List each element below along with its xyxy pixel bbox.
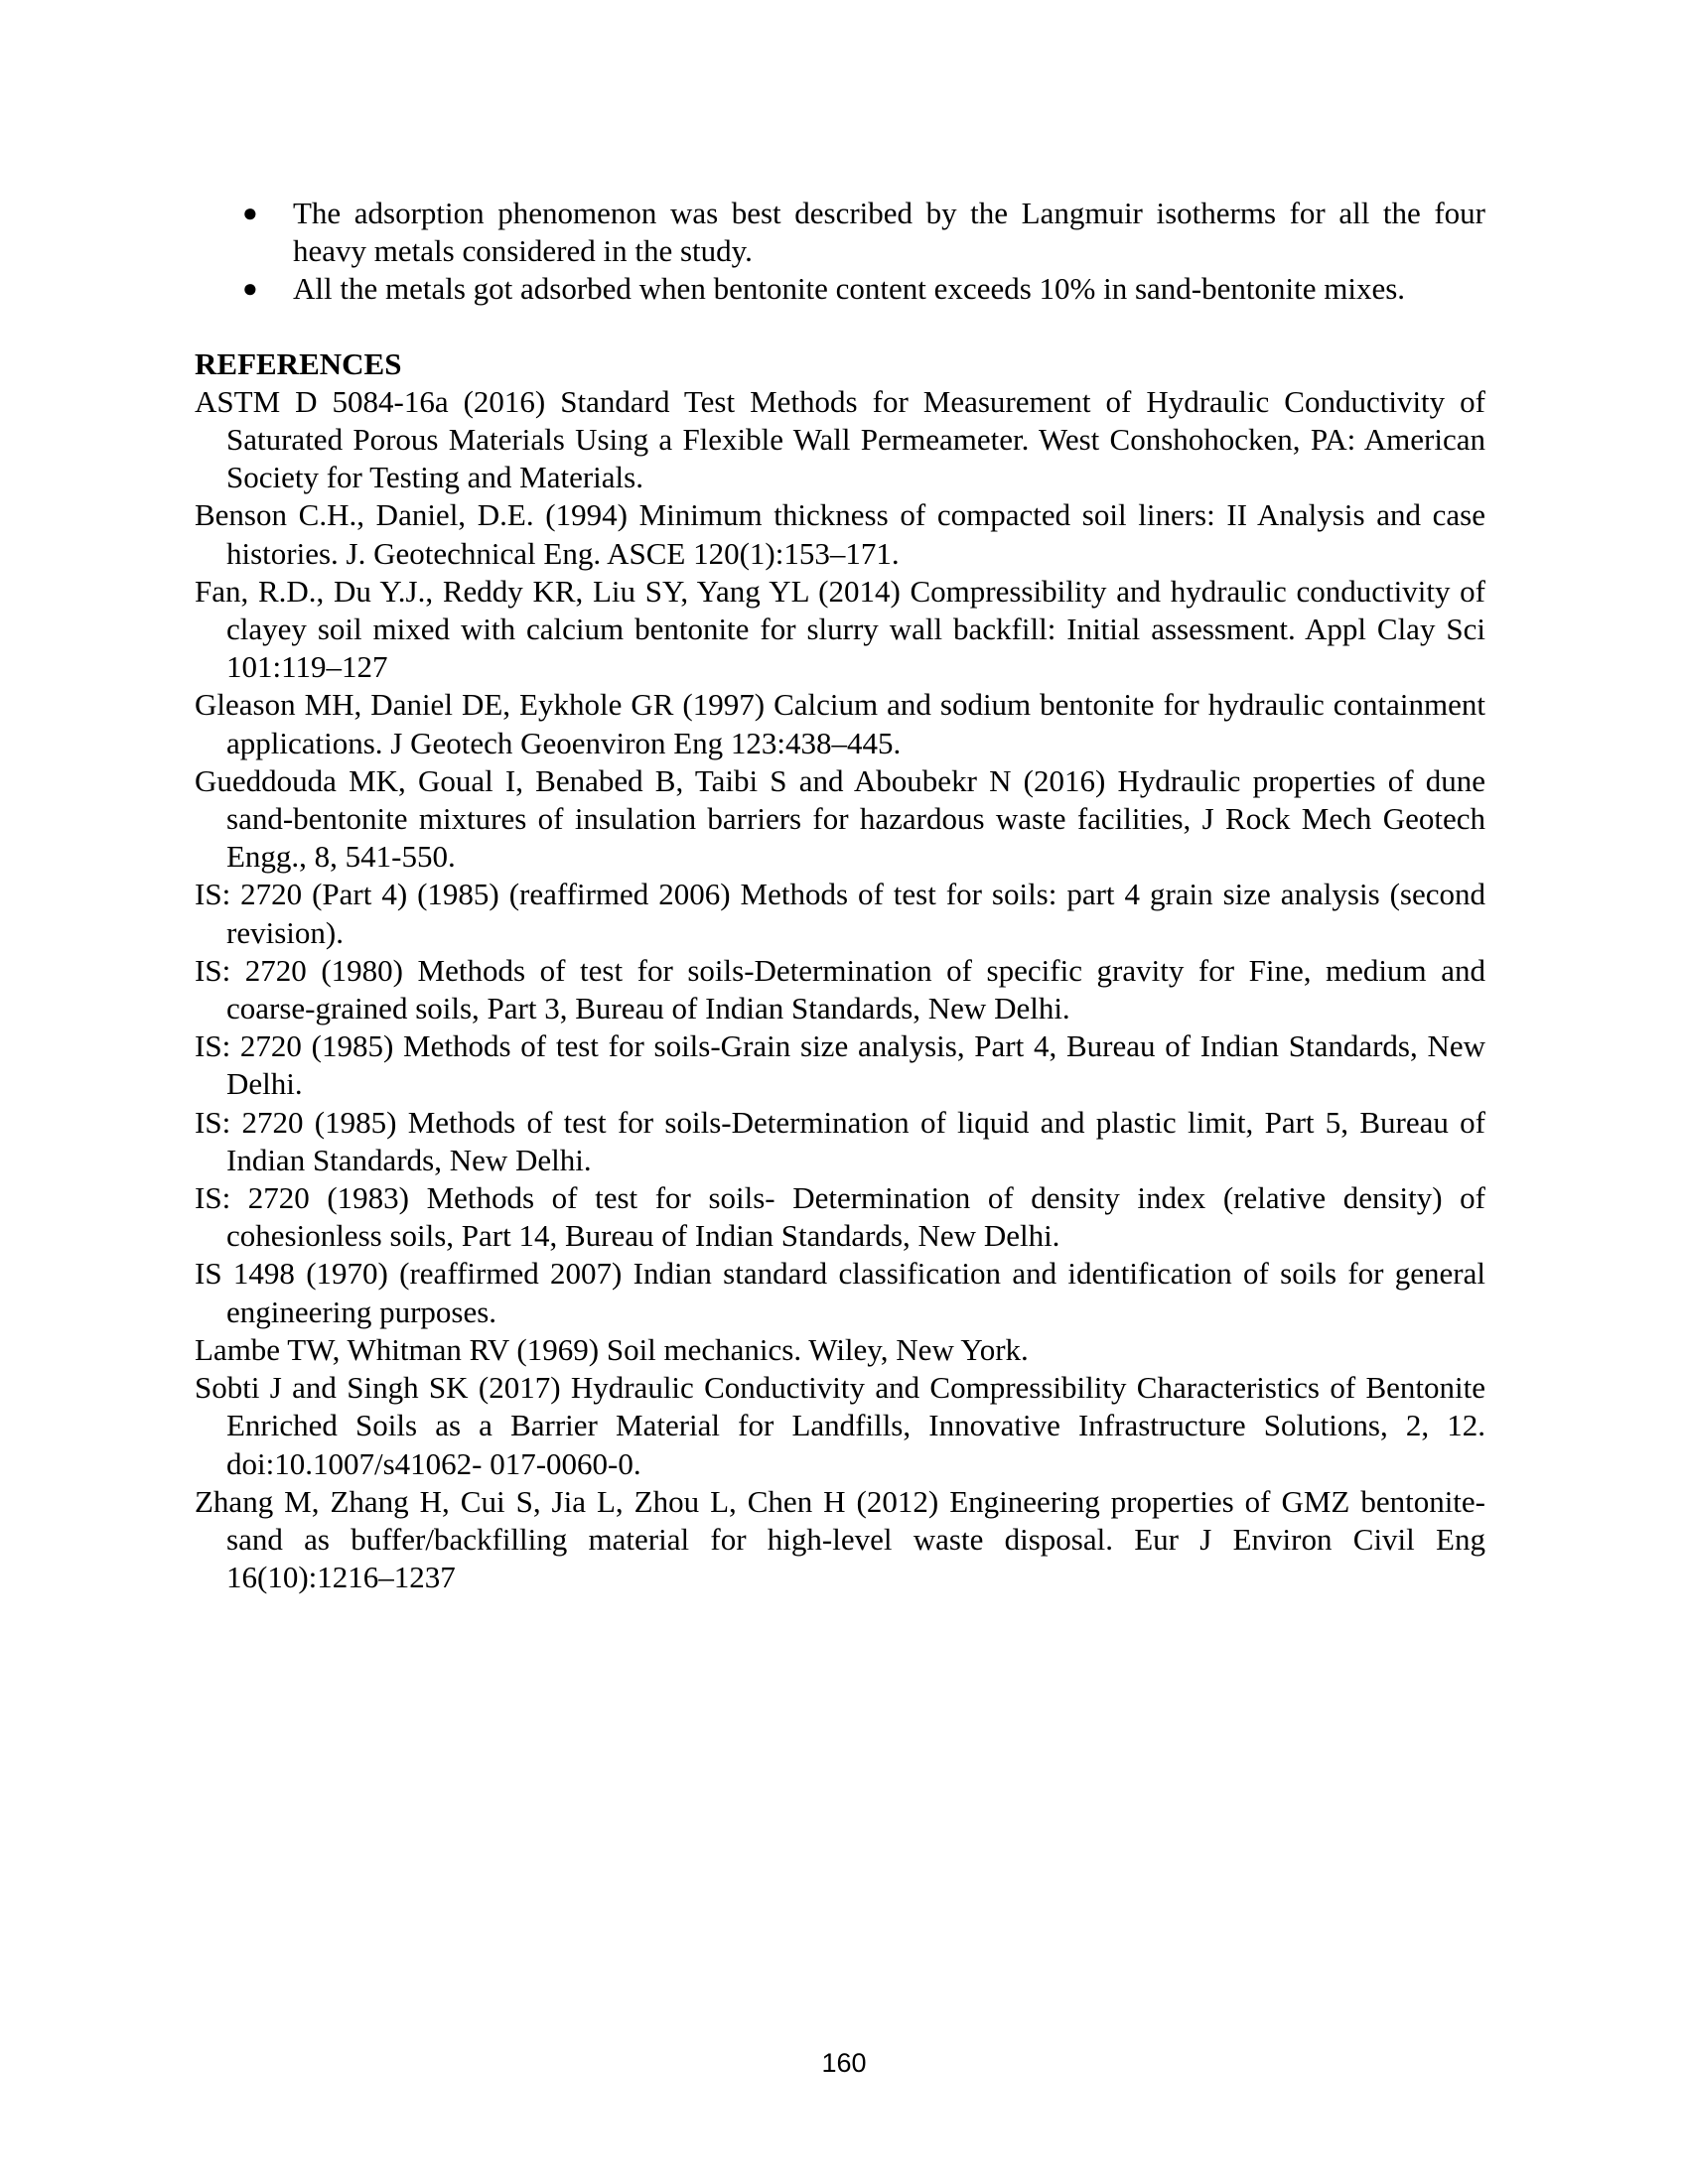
reference-entry: IS: 2720 (1985) Methods of test for soils-Grain size analysis, Part 4, Bureau of Indian Standards, New Delhi. — [195, 1028, 1485, 1102]
reference-entry: Benson C.H., Daniel, D.E. (1994) Minimum thickness of compacted soil liners: II Analysis and case histories. J. Geotechnical Eng. ASCE 120(1):153–171. — [195, 497, 1485, 571]
bullet-icon: ● — [242, 199, 258, 227]
reference-entry: IS 1498 (1970) (reaffirmed 2007) Indian standard classification and identification of soils for general engineering purposes. — [195, 1256, 1485, 1329]
reference-entry: IS: 2720 (1985) Methods of test for soils-Determination of liquid and plastic limit, Part 5, Bureau of Indian Standards, New Delhi. — [195, 1104, 1485, 1177]
references-list — [195, 383, 1485, 1597]
references-heading: REFERENCES — [195, 345, 402, 381]
bullet-icon: ● — [242, 274, 258, 304]
conclusion-bullet — [195, 195, 1485, 270]
conclusion-bullet-list — [195, 195, 1485, 309]
reference-entry: ASTM D 5084-16a (2016) Standard Test Methods for Measurement of Hydraulic Conductivity of Saturated Porous Materials Using a Flexible Wall Permeameter. West Conshohocken, PA: American Society for Testing and Materials. — [195, 383, 1485, 495]
reference-entry: Gleason MH, Daniel DE, Eykhole GR (1997) Calcium and sodium bentonite for hydraulic containment applications. J Geotech Geoenviron Eng 123:438–445. — [195, 687, 1485, 760]
reference-entry: IS: 2720 (1983) Methods of test for soils- Determination of density index (relative density) of cohesionless soils, Part 14, Bureau of Indian Standards, New Delhi. — [195, 1180, 1485, 1254]
page-number: 160 — [821, 2048, 867, 2078]
reference-entry: Zhang M, Zhang H, Cui S, Jia L, Zhou L, Chen H (2012) Engineering properties of GMZ bentonite-sand as buffer/backfilling material for high-level waste disposal. Eur J Environ Civil Eng 16(10):1216–1237 — [195, 1483, 1485, 1595]
reference-entry: IS: 2720 (1980) Methods of test for soils-Determination of specific gravity for Fine, medium and coarse-grained soils, Part 3, Bureau of Indian Standards, New Delhi. — [195, 952, 1485, 1026]
reference-entry: Lambe TW, Whitman RV (1969) Soil mechanics. Wiley, New York. — [195, 1331, 1029, 1367]
reference-entry: Fan, R.D., Du Y.J., Reddy KR, Liu SY, Yang YL (2014) Compressibility and hydraulic conductivity of clayey soil mixed with calcium bentonite for slurry wall backfill: Initial assessment. Appl Clay Sci 101:119–127 — [195, 573, 1485, 685]
conclusion-bullet — [195, 270, 1485, 308]
conclusion-bullet-text: The adsorption phenomenon was best described by the Langmuir isotherms for all the four heavy metals considered in the study. — [293, 196, 1485, 269]
page-body — [195, 195, 1485, 1596]
reference-entry: Gueddouda MK, Goual I, Benabed B, Taibi S and Aboubekr N (2016) Hydraulic properties of dune sand-bentonite mixtures of insulation barriers for hazardous waste facilities, J Rock Mech Geotech Engg., 8, 541-550. — [195, 762, 1485, 875]
reference-entry: IS: 2720 (Part 4) (1985) (reaffirmed 2006) Methods of test for soils: part 4 grain size analysis (second revision). — [195, 877, 1485, 950]
conclusion-bullet-text: All the metals got adsorbed when bentonite content exceeds 10% in sand-bentonite mixes. — [293, 271, 1406, 307]
reference-entry: Sobti J and Singh SK (2017) Hydraulic Conductivity and Compressibility Characteristics of Bentonite Enriched Soils as a Barrier Material for Landfills, Innovative Infrastructure Solutions, 2, 12. doi:10.1007/s41062- 017-0060-0. — [195, 1370, 1485, 1481]
